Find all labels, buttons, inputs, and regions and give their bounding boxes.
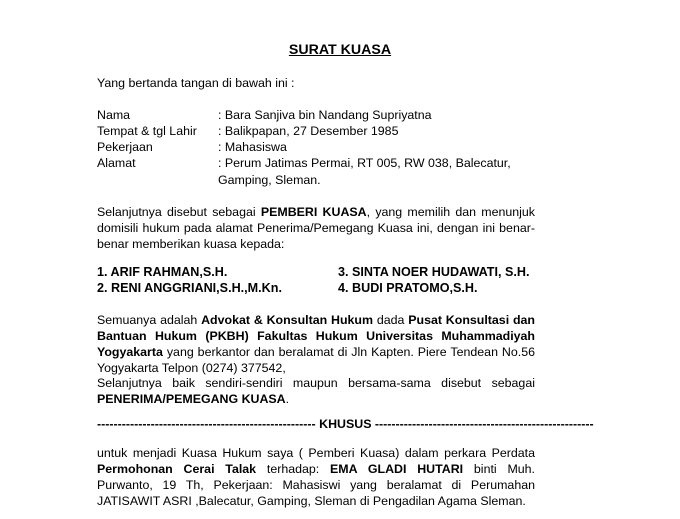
para1-text: Selanjutnya disebut sebagai [97,205,261,219]
field-label-name: Nama [97,108,131,122]
para3-word: disebut [441,376,482,390]
paragraph-collective-end [97,391,289,407]
para3-word: sebagai [491,376,535,390]
field-label-address: Alamat [97,156,136,170]
field-label-birth: Tempat & tgl Lahir [97,124,197,138]
para2-bold: Advokat & Konsultan Hukum [201,313,373,327]
para4-bold: Permohonan Cerai Talak [97,462,257,476]
attorney-2: 2. RENI ANGGRIANI,S.H.,M.Kn. [97,281,282,295]
attorney-1: 1. ARIF RAHMAN,S.H. [97,265,228,279]
field-value-address: : Perum Jatimas Permai, RT 005, RW 038, Balecatur, [218,156,511,170]
para3-bold: PENERIMA/PEMEGANG KUASA [97,392,286,406]
para1-text2: , yang memilih dan menunjuk domisili hukum pada alamat Penerima/Pemegang Kuasa ini, dengan ini benar-benar memberikan kuasa kepada: [97,205,535,251]
para2-bold2: Pusat Konsultasi dan Bantuan Hukum (PKBH) Fakultas Hukum Universitas Muhammadiyah Yogyakarta [97,313,535,359]
para4-text: untuk menjadi Kuasa Hukum saya ( Pemberi Kuasa) dalam perkara Perdata [97,446,535,460]
khusus-label: KHUSUS [319,417,372,431]
para2-text2: dada [373,313,409,327]
paragraph-collective-line [97,375,535,391]
para1-bold: PEMBERI KUASA [260,205,367,219]
field-value-occupation: : Mahasiswa [218,140,287,154]
khusus-divider [97,416,594,432]
paragraph-firm [97,312,535,376]
para4-text3: binti Muh. Purwanto, 19 Th, Pekerjaan: Mahasiswi yang beralamat di Perumahan JATISAWIT ASRI ,Balecatur, Gamping, Sleman di Pengadilan Agama Sleman. [97,462,535,508]
field-value-address-cont: Gamping, Sleman. [218,173,321,187]
para4-bold2: EMA GLADI HUTARI [330,462,464,476]
khusus-dashes-right: ----------------------------------------------------- [374,417,594,431]
attorney-3: 3. SINTA NOER HUDAWATI, S.H. [338,265,530,279]
paragraph-purpose [97,445,535,509]
intro-text: Yang bertanda tangan di bawah ini : [97,76,295,90]
paragraph-grantor [97,204,535,252]
para3-word: baik [172,376,195,390]
para3-word: sendiri-sendiri [205,376,283,390]
para3-word: maupun [292,376,338,390]
para3-word: bersama-sama [348,376,431,390]
para2-text3: yang berkantor dan beralamat di Jln Kapten. Piere Tendean No.56 Yogyakarta Telpon (0274) 377542, [97,345,535,375]
attorney-4: 4. BUDI PRATOMO,S.H. [338,281,478,295]
field-value-name: : Bara Sanjiva bin Nandang Supriyatna [218,108,432,122]
para3-word: Selanjutnya [97,376,162,390]
khusus-dashes-left: ----------------------------------------------------- [97,417,316,431]
field-label-occupation: Pekerjaan [97,140,153,154]
document-title: SURAT KUASA [288,42,392,58]
para2-text: Semuanya adalah [97,313,202,327]
field-value-birth: : Balikpapan, 27 Desember 1985 [218,124,399,138]
para4-text2: terhadap: [256,462,331,476]
para3-period: . [285,392,290,406]
